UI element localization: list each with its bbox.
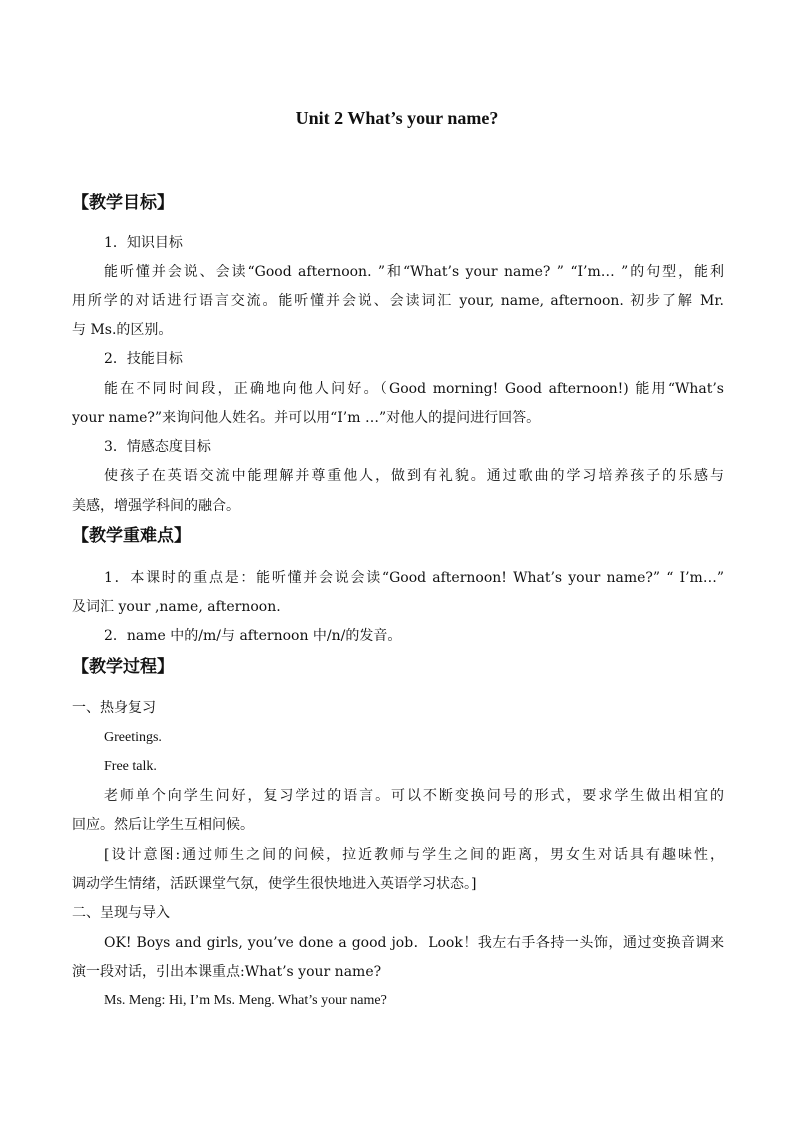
section-heading-process: 【教学过程】 [72,657,174,677]
section-heading-goals: 【教学目标】 [72,193,174,213]
process-step1-text: 回应。然后让学生互相问候。 [72,817,254,833]
process-step1-heading: 一、热身复习 [72,700,156,716]
goals-item3-text: 美感，增强学科间的融合。 [72,498,240,514]
process-step2-dialogue: Ms. Meng: Hi, I’m Ms. Meng. What’s your name? [104,993,387,1008]
goals-item1-text: 能听懂并会说、会读“Good afternoon. ”和“What’s your name? ” “I’m… ”的句型，能利 [104,264,724,280]
process-step2-text: OK! Boys and girls, you’ve done a good job．Look！我左右手各持一头饰，通过变换音调来 [104,935,724,951]
process-step2-text: 演一段对话，引出本课重点:What’s your name? [72,964,382,980]
key-point-2: 2．name 中的/m/与 afternoon 中/n/的发音。 [104,628,402,644]
goals-item1-text: 与 Ms.的区别。 [72,322,173,338]
goals-item2-heading: 2．技能目标 [104,351,183,367]
process-step1-text: Greetings. [104,730,162,745]
goals-item3-heading: 3．情感态度目标 [104,439,211,455]
goals-item2-text: 能在不同时间段，正确地向他人问好。（Good morning! Good afternoon!) 能用“What’s [104,381,724,397]
goals-item1-text: 用所学的对话进行语言交流。能听懂并会说、会读词汇 your, name, afternoon. 初步了解 Mr. [72,293,724,309]
goals-item3-text: 使孩子在英语交流中能理解并尊重他人，做到有礼貌。通过歌曲的学习培养孩子的乐感与 [104,468,724,484]
process-step1-design-note: [设计意图:通过师生之间的问候，拉近教师与学生之间的距离，男女生对话具有趣味性， [104,847,724,863]
process-step2-heading: 二、呈现与导入 [72,905,170,921]
section-heading-key-points: 【教学重难点】 [72,526,191,546]
goals-item2-text: your name?”来询问他人姓名。并可以用“I’m …”对他人的提问进行回答。 [72,410,541,426]
process-step1-text: 老师单个向学生问好，复习学过的语言。可以不断变换问号的形式，要求学生做出相宜的 [104,788,724,804]
document-title: Unit 2 What’s your name? [295,108,499,128]
key-point-1: 1．本课时的重点是：能听懂并会说会读“Good afternoon! What’s your name?” “ I’m…” [104,570,724,586]
process-step1-text: Free talk. [104,759,157,774]
process-step1-design-note: 调动学生情绪，活跃课堂气氛，使学生很快地进入英语学习状态。] [72,876,477,892]
key-point-1: 及词汇 your ,name, afternoon. [72,599,281,615]
goals-item1-heading: 1．知识目标 [104,235,183,251]
